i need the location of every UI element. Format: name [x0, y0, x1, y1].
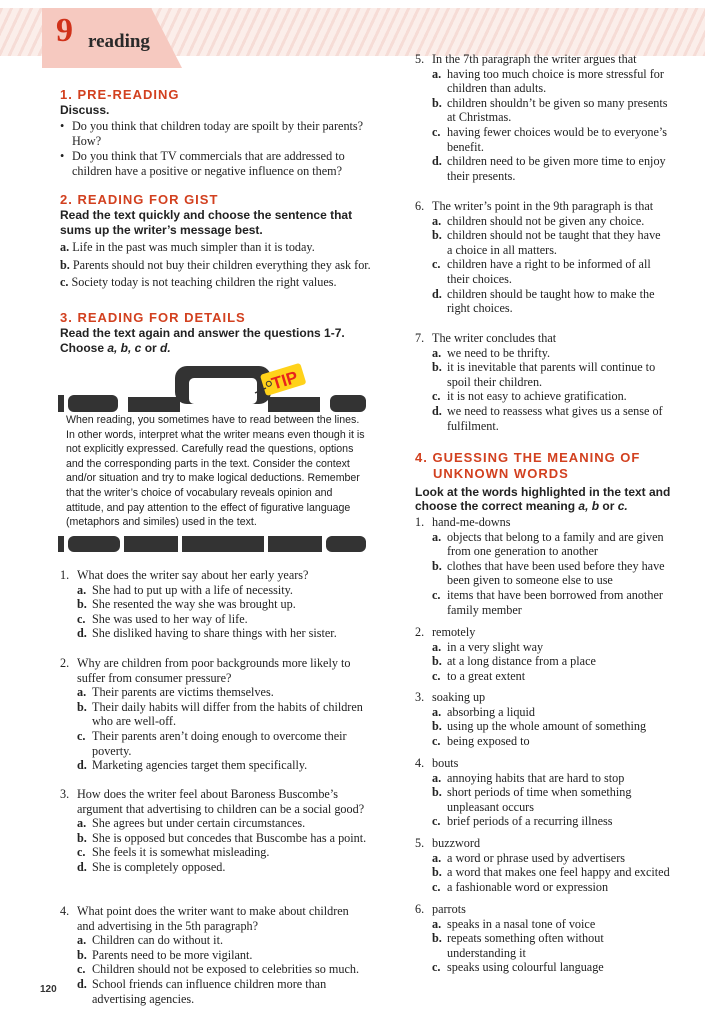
option-letter: b.: [77, 947, 87, 962]
question-number: 1.: [415, 515, 425, 529]
option-text: children should be taught how to make the: [447, 286, 655, 301]
pre-reading-bullet: Do you think that TV commercials that are addressed to children have a positive or negative influence on them?: [72, 149, 345, 178]
option-text: we need to reassess what gives us a sense of: [447, 404, 663, 418]
option-text: children should not be taught that they have: [447, 228, 661, 243]
option-text: clothes that have been used before they have: [447, 558, 665, 573]
instruction-choices: a, b, c: [107, 341, 142, 355]
gist-option-a: [60, 240, 315, 255]
instruction-or: or: [599, 499, 618, 513]
option-letter: c.: [60, 275, 69, 289]
option-text: brief periods of a recurring illness: [447, 814, 613, 829]
option-text: speaks in a nasal tone of voice: [447, 916, 596, 931]
option-letter: d.: [77, 977, 87, 991]
tip-box-top: [58, 360, 370, 415]
option-text: in a very slight way: [447, 639, 544, 654]
question-number: 5.: [415, 52, 425, 66]
option-letter: c.: [432, 588, 441, 602]
option-letter: a.: [432, 529, 442, 544]
option-text: Marketing agencies target them specifically.: [92, 758, 308, 773]
details-instruction-line1: Read the text again and answer the questions 1-7.: [60, 326, 345, 340]
tip-box-bottom: [58, 534, 370, 554]
option-letter: a.: [432, 66, 442, 81]
option-letter: a.: [77, 582, 87, 597]
option-text: poverty.: [92, 743, 132, 758]
details-instruction-line2: [60, 341, 171, 356]
option-text: we need to be thrifty.: [447, 345, 551, 360]
question-number: 7.: [415, 331, 425, 345]
question-text: What does the writer say about her early years?: [77, 568, 309, 582]
option-letter: c.: [432, 668, 441, 683]
option-letter: c.: [432, 257, 441, 272]
vocab-instruction-line2: [415, 499, 628, 514]
option-text: repeats something often without: [447, 931, 604, 946]
option-text: from one generation to another: [447, 544, 598, 559]
question-text: What point does the writer want to make about children: [77, 904, 349, 918]
option-letter: a.: [77, 816, 87, 831]
question-number: 6.: [415, 199, 425, 213]
option-text: Life in the past was much simpler than it is today.: [72, 240, 315, 254]
question-number: 5.: [415, 836, 425, 850]
option-text: children shouldn’t be given so many presents: [447, 95, 668, 110]
option-text: children than adults.: [447, 81, 547, 96]
bullet-marker: •: [60, 149, 65, 163]
option-text: annoying habits that are hard to stop: [447, 770, 625, 785]
option-text: having fewer choices would be to everyone’s: [447, 125, 667, 139]
tip-label: TIP: [269, 367, 301, 394]
option-letter: b.: [77, 699, 87, 714]
option-text: She resented the way she was brought up.: [92, 597, 296, 612]
question-number: 6.: [415, 902, 425, 916]
option-letter: c.: [77, 729, 86, 743]
option-letter: d.: [432, 404, 442, 418]
option-text: a word or phrase used by advertisers: [447, 850, 626, 865]
option-text: She is opposed but concedes that Buscombe has a point.: [92, 830, 367, 845]
option-letter: c.: [432, 125, 441, 139]
option-text: understanding it: [447, 945, 526, 960]
option-letter: c.: [77, 845, 86, 860]
instruction-prefix: Choose: [60, 341, 108, 355]
option-letter: c.: [77, 611, 86, 626]
option-text: Parents need to be more vigilant.: [92, 947, 253, 962]
option-letter: d.: [77, 758, 87, 773]
option-text: been given to someone else to use: [447, 573, 613, 588]
option-letter: a.: [432, 345, 442, 360]
option-letter: d.: [77, 860, 87, 874]
option-text: Children can do without it.: [92, 933, 223, 948]
option-text: it is not easy to achieve gratification.: [447, 389, 627, 404]
option-letter: b.: [432, 95, 442, 110]
option-letter: b.: [432, 785, 442, 800]
instruction-or: or: [141, 341, 161, 355]
option-letter: b.: [432, 865, 442, 880]
option-letter: a.: [77, 685, 87, 700]
pre-reading-instruction: Discuss.: [60, 103, 110, 117]
question-text: argument that advertising to children can be a social good?: [77, 801, 365, 816]
unit-number: 9: [56, 12, 73, 49]
option-text: at Christmas.: [447, 110, 512, 125]
option-letter: d.: [77, 626, 87, 641]
option-text: She had to put up with a life of necessity.: [92, 582, 293, 597]
option-letter: c.: [77, 962, 86, 977]
instruction-last: d.: [160, 341, 171, 355]
instruction-prefix: choose the correct meaning: [415, 499, 579, 513]
question-text: How does the writer feel about Baroness Buscombe’s: [77, 787, 338, 801]
bullet-marker: •: [60, 119, 65, 133]
option-text: Their parents aren’t doing enough to overcome their: [92, 729, 347, 743]
option-letter: c.: [432, 960, 441, 975]
option-letter: b.: [432, 719, 442, 734]
option-letter: c.: [432, 814, 441, 829]
question-text: The writer’s point in the 9th paragraph is that: [432, 199, 654, 213]
option-text: a choice in all matters.: [447, 242, 557, 257]
option-text: who are well-off.: [92, 714, 177, 729]
option-text: short periods of time when something: [447, 785, 632, 800]
option-text: She is completely opposed.: [92, 860, 226, 874]
question-number: 4.: [60, 904, 70, 918]
pre-reading-bullet: Do you think that children today are spoilt by their parents? How?: [72, 119, 364, 148]
option-text: fulfilment.: [447, 418, 499, 433]
option-text: it is inevitable that parents will continue to: [447, 360, 656, 375]
option-text: School friends can influence children more than: [92, 977, 327, 991]
option-text: to a great extent: [447, 668, 526, 683]
question-number: 2.: [60, 656, 70, 670]
pre-reading-title: 1. PRE-READING: [60, 87, 180, 102]
option-text: Parents should not buy their children everything they ask for.: [72, 258, 371, 272]
option-letter: d.: [432, 154, 442, 169]
vocab-word: parrots: [432, 902, 466, 916]
option-text: objects that belong to a family and are given: [447, 529, 664, 544]
tip-text: When reading, you sometimes have to read between the lines. In other words, interpret what the writer means even though it is not explicitly expressed. Carefully read the questions, options and the corresponding parts in the text. Consider the context and/or situation and try to make logical deductions. Remember that the writer’s choice of vocabulary reveals opinion and attitude, and pay attention to the effect of figurative language (metaphors and similes) used in the text.: [66, 414, 365, 529]
option-text: Children should not be exposed to celebrities so much.: [92, 962, 360, 977]
vocab-instruction-line1: Look at the words highlighted in the text and: [415, 485, 671, 499]
option-text: advertising agencies.: [92, 991, 195, 1006]
vocab-title-line1: 4. GUESSING THE MEANING OF: [415, 450, 641, 465]
vocab-word: soaking up: [432, 690, 486, 704]
option-text: speaks using colourful language: [447, 960, 604, 975]
vocab-word: buzzword: [432, 836, 481, 850]
option-text: spoil their children.: [447, 374, 543, 389]
option-letter: a.: [60, 240, 70, 254]
option-text: absorbing a liquid: [447, 704, 536, 719]
option-letter: b.: [432, 931, 442, 946]
instruction-choices: a, b: [578, 499, 600, 513]
question-number: 3.: [60, 787, 70, 801]
gist-option-c: [60, 275, 337, 290]
option-text: She feels it is somewhat misleading.: [92, 845, 270, 860]
question-text: The writer concludes that: [432, 331, 557, 345]
option-text: family member: [447, 602, 522, 617]
option-letter: b.: [432, 360, 442, 375]
question-text: Why are children from poor backgrounds more likely to: [77, 656, 351, 670]
option-letter: d.: [432, 286, 442, 301]
option-text: items that have been borrowed from another: [447, 588, 663, 602]
question-number: 4.: [415, 756, 425, 770]
option-text: their presents.: [447, 168, 516, 183]
option-text: Society today is not teaching children the right values.: [71, 275, 337, 289]
option-text: right choices.: [447, 301, 513, 316]
option-text: unpleasant occurs: [447, 799, 534, 814]
option-text: Their daily habits will differ from the habits of children: [92, 699, 363, 714]
page-number: 120: [40, 984, 57, 995]
option-letter: c.: [432, 733, 441, 748]
option-text: being exposed to: [447, 733, 530, 748]
option-text: children have a right to be informed of all: [447, 257, 651, 272]
option-text: She disliked having to share things with her sister.: [92, 626, 337, 641]
option-letter: a.: [432, 850, 442, 865]
option-letter: a.: [432, 639, 442, 654]
gist-option-b: [60, 258, 371, 273]
option-letter: b.: [77, 830, 87, 845]
option-text: Their parents are victims themselves.: [92, 685, 274, 700]
option-letter: a.: [432, 770, 442, 785]
instruction-last: c.: [617, 499, 628, 513]
option-text: having too much choice is more stressful for: [447, 66, 664, 81]
option-text: children need to be given more time to enjoy: [447, 154, 666, 169]
vocab-word: bouts: [432, 756, 459, 770]
option-letter: b.: [60, 258, 70, 272]
question-number: 3.: [415, 690, 425, 704]
option-text: a fashionable word or expression: [447, 879, 609, 894]
option-text: using up the whole amount of something: [447, 719, 647, 734]
option-text: She was used to her way of life.: [92, 611, 248, 626]
question-text: and advertising in the 5th paragraph?: [77, 918, 259, 933]
option-letter: a.: [432, 213, 442, 228]
vocab-word: hand-me-downs: [432, 515, 511, 529]
question-text: suffer from consumer pressure?: [77, 670, 232, 685]
option-letter: b.: [432, 558, 442, 573]
vocab-word: remotely: [432, 625, 476, 639]
question-number: 2.: [415, 625, 425, 639]
option-letter: a.: [432, 704, 442, 719]
gist-title: 2. READING FOR GIST: [60, 192, 219, 207]
unit-title: reading: [88, 31, 150, 52]
question-text: In the 7th paragraph the writer argues that: [432, 52, 637, 66]
option-letter: a.: [432, 916, 442, 931]
option-letter: a.: [77, 933, 87, 948]
question-number: 1.: [60, 568, 70, 582]
option-text: benefit.: [447, 139, 484, 154]
option-letter: c.: [432, 389, 441, 404]
option-letter: b.: [77, 597, 87, 612]
gist-instruction: Read the text quickly and choose the sentence that sums up the writer’s message best.: [60, 208, 353, 237]
option-letter: b.: [432, 654, 442, 669]
details-title: 3. READING FOR DETAILS: [60, 310, 246, 325]
option-text: a word that makes one feel happy and excited: [447, 865, 670, 880]
option-text: children should not be given any choice.: [447, 213, 645, 228]
option-letter: b.: [432, 228, 442, 243]
option-text: She agrees but under certain circumstances.: [92, 816, 306, 831]
option-letter: c.: [432, 879, 441, 894]
option-text: at a long distance from a place: [447, 654, 596, 669]
option-text: their choices.: [447, 272, 512, 286]
vocab-title-line2: UNKNOWN WORDS: [433, 466, 569, 481]
